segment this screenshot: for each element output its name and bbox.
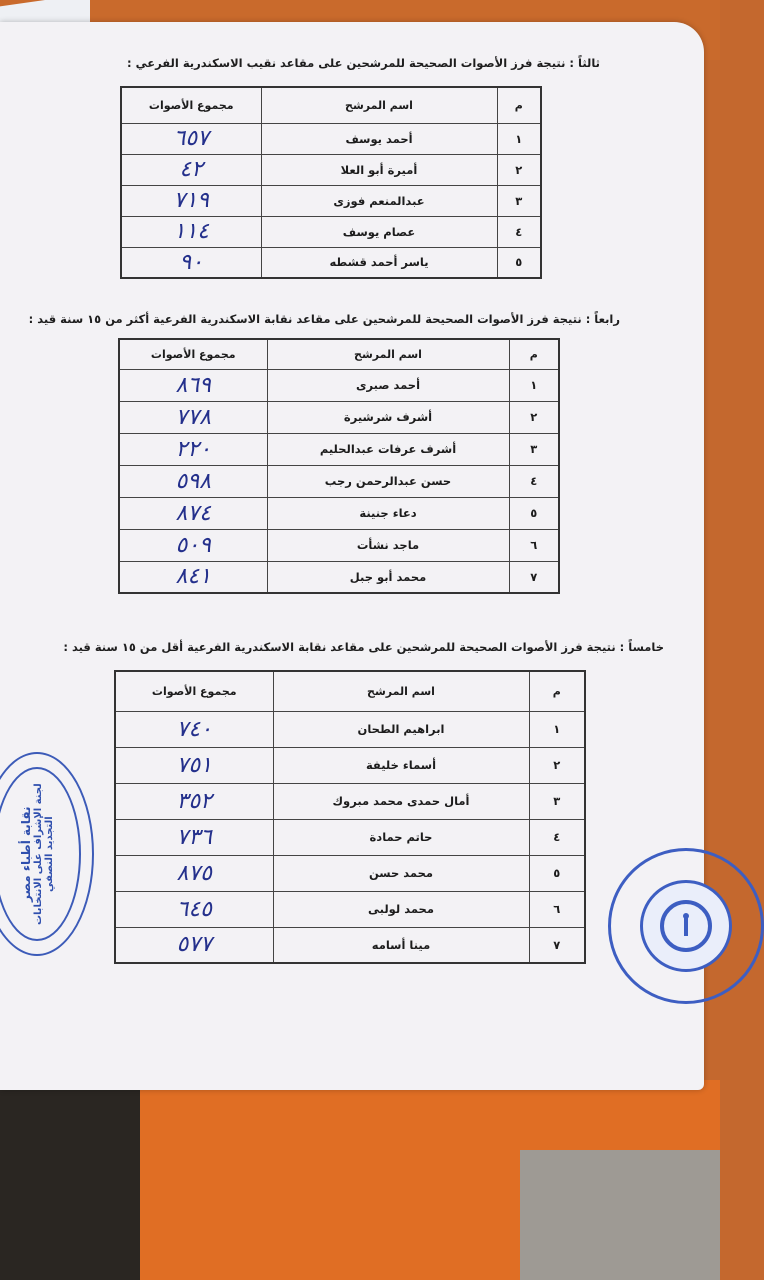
- vote-count: ٢٢٠: [119, 433, 267, 465]
- crescent-emblem-icon: [656, 896, 716, 956]
- table-row: [119, 465, 559, 497]
- row-num: ٧: [529, 927, 585, 963]
- candidate-name: أشرف شرشيرة: [267, 401, 509, 433]
- candidate-name: مينا أسامه: [273, 927, 529, 963]
- candidate-name: ماجد نشأت: [267, 529, 509, 561]
- row-num: ٥: [529, 855, 585, 891]
- background-floor: [520, 1150, 720, 1280]
- stamp-line: نقابة أطباء مصر: [19, 806, 33, 902]
- candidate-name: عصام يوسف: [261, 216, 497, 247]
- vote-count: ٥٧٧: [115, 927, 273, 963]
- vote-count: ٧٤٠: [115, 711, 273, 747]
- table-row: [119, 433, 559, 465]
- vote-count: ١١٤: [121, 216, 261, 247]
- vote-count: ٨٧٥: [115, 855, 273, 891]
- row-num: ٣: [509, 433, 559, 465]
- candidate-name: محمد حسن: [273, 855, 529, 891]
- col-header-name: اسم المرشح: [261, 87, 497, 123]
- candidate-name: ابراهيم الطحان: [273, 711, 529, 747]
- row-num: ٧: [509, 561, 559, 593]
- seal-emblem-icon: [640, 880, 732, 972]
- col-header-num: م: [497, 87, 541, 123]
- table-row: [115, 855, 585, 891]
- results-table: [114, 670, 586, 964]
- table-row: [119, 401, 559, 433]
- row-num: ٢: [497, 154, 541, 185]
- row-num: ١: [509, 369, 559, 401]
- table-row: [121, 247, 541, 278]
- row-num: ٤: [497, 216, 541, 247]
- col-header-num: م: [529, 671, 585, 711]
- row-num: ٥: [509, 497, 559, 529]
- vote-count: ٧٧٨: [119, 401, 267, 433]
- section-branch-head: [120, 56, 620, 279]
- row-num: ١: [529, 711, 585, 747]
- vote-count: ٤٢: [121, 154, 261, 185]
- vote-count: ٧١٩: [121, 185, 261, 216]
- stamp-line: التجديد النصفي: [44, 816, 55, 892]
- table-row: [121, 154, 541, 185]
- candidate-name: حسن عبدالرحمن رجب: [267, 465, 509, 497]
- results-table: [118, 338, 560, 594]
- candidate-name: دعاء جنينة: [267, 497, 509, 529]
- table-row: [119, 529, 559, 561]
- row-num: ٣: [497, 185, 541, 216]
- col-header-votes: مجموع الأصوات: [119, 339, 267, 369]
- round-seal: [608, 848, 764, 1004]
- col-header-votes: مجموع الأصوات: [115, 671, 273, 711]
- candidate-name: محمد أبو جبل: [267, 561, 509, 593]
- col-header-num: م: [509, 339, 559, 369]
- table-row: [119, 561, 559, 593]
- vote-count: ٥٩٨: [119, 465, 267, 497]
- table-header-row: [121, 87, 541, 123]
- section-under-15-years: [4, 640, 664, 964]
- row-num: ٦: [509, 529, 559, 561]
- candidate-name: أحمد يوسف: [261, 123, 497, 154]
- ballot-results-sheet: [0, 22, 704, 1090]
- row-num: ٤: [529, 819, 585, 855]
- table-row: [115, 783, 585, 819]
- table-row: [115, 819, 585, 855]
- candidate-name: أشرف عرفات عبدالحليم: [267, 433, 509, 465]
- candidate-name: حاتم حمادة: [273, 819, 529, 855]
- stamp-line: لجنة الإشراف على الانتخابات: [33, 783, 44, 925]
- table-row: [119, 497, 559, 529]
- candidate-name: أمال حمدى محمد مبروك: [273, 783, 529, 819]
- col-header-name: اسم المرشح: [273, 671, 529, 711]
- vote-count: ٨٤١: [119, 561, 267, 593]
- table-header-row: [119, 339, 559, 369]
- row-num: ٥: [497, 247, 541, 278]
- candidate-name: محمد لولبى: [273, 891, 529, 927]
- table-row: [115, 891, 585, 927]
- vote-count: ٦٥٧: [121, 123, 261, 154]
- vote-count: ٥٠٩: [119, 529, 267, 561]
- row-num: ٦: [529, 891, 585, 927]
- vote-count: ٣٥٢: [115, 783, 273, 819]
- candidate-name: أميرة أبو العلا: [261, 154, 497, 185]
- results-table: [120, 86, 542, 279]
- vote-count: ٩٠: [121, 247, 261, 278]
- row-num: ٣: [529, 783, 585, 819]
- candidate-name: ياسر أحمد قشطه: [261, 247, 497, 278]
- table-row: [121, 216, 541, 247]
- row-num: ٤: [509, 465, 559, 497]
- table-row: [119, 369, 559, 401]
- section-over-15-years: [28, 312, 630, 594]
- section-title: ثالثاً : نتيجة فرز الأصوات الصحيحة للمرشحين على مقاعد نقيب الاسكندرية الفرعي :: [127, 56, 600, 70]
- table-row: [115, 747, 585, 783]
- row-num: ١: [497, 123, 541, 154]
- table-row: [121, 123, 541, 154]
- row-num: ٢: [529, 747, 585, 783]
- table-row: [115, 927, 585, 963]
- vote-count: ٧٥١: [115, 747, 273, 783]
- candidate-name: عبدالمنعم فوزى: [261, 185, 497, 216]
- vote-count: ٨٧٤: [119, 497, 267, 529]
- col-header-name: اسم المرشح: [267, 339, 509, 369]
- table-row: [115, 711, 585, 747]
- table-row: [121, 185, 541, 216]
- stamp-text: [0, 767, 81, 941]
- candidate-name: أسماء خليفة: [273, 747, 529, 783]
- candidate-name: أحمد صبرى: [267, 369, 509, 401]
- vote-count: ٨٦٩: [119, 369, 267, 401]
- table-header-row: [115, 671, 585, 711]
- col-header-votes: مجموع الأصوات: [121, 87, 261, 123]
- row-num: ٢: [509, 401, 559, 433]
- vote-count: ٧٣٦: [115, 819, 273, 855]
- section-title: خامساً : نتيجة فرز الأصوات الصحيحة للمرشحين على مقاعد نقابة الاسكندرية الفرعية أقل من ١٥ سنة قيد :: [63, 640, 664, 654]
- vote-count: ٦٤٥: [115, 891, 273, 927]
- section-title: رابعاً : نتيجة فرز الأصوات الصحيحة للمرشحين على مقاعد نقابة الاسكندرية الفرعية أكثر من ١٥ سنة قيد :: [28, 312, 620, 326]
